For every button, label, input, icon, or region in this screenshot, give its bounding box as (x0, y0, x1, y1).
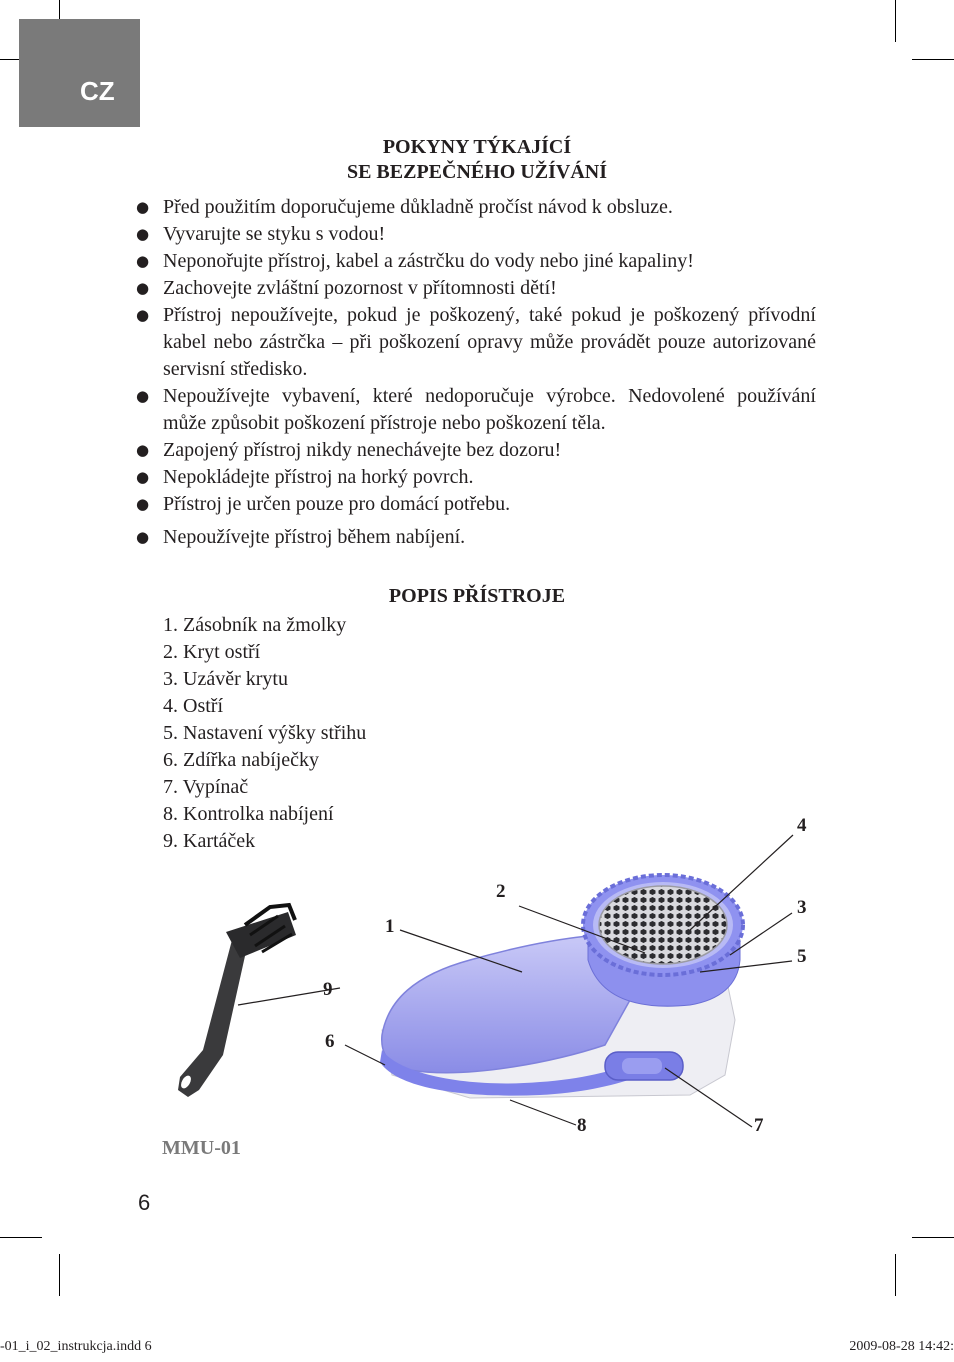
callout-8: 8 (577, 1115, 587, 1136)
footer-timestamp: 2009-08-28 14:42: (849, 1339, 954, 1354)
model-name: MMU-01 (162, 1137, 241, 1159)
part-item: 2. Kryt ostří (163, 641, 261, 663)
callout-4: 4 (797, 815, 807, 836)
callout-9: 9 (323, 979, 333, 1000)
safety-item: ● Vyvarujte se styku s vodou! (136, 221, 816, 248)
safety-item: ● Přístroj nepoužívejte, pokud je poškozený, také pokud je poškozený přívodní kabel nebo zástrčka – při poškození opravy může provádět pouze autorizované servisní středisko. (136, 302, 816, 383)
language-tab-label: CZ (80, 76, 115, 106)
callout-7: 7 (754, 1115, 764, 1136)
safety-item: ● Přístroj je určen pouze pro domácí potřebu. (136, 491, 816, 518)
part-item: 1. Zásobník na žmolky (163, 614, 347, 636)
part-item: 7. Vypínač (163, 776, 249, 798)
safety-item: ● Nepoužívejte přístroj během nabíjení. (136, 524, 816, 551)
part-item: 4. Ostří (163, 695, 223, 717)
footer-file: -01_i_02_instrukcja.indd 6 (0, 1339, 152, 1354)
part-item: 9. Kartáček (163, 830, 256, 852)
safety-title-line2: SE BEZPEČNÉHO UŽÍVÁNÍ (346, 161, 608, 183)
safety-item: ● Zachovejte zvláštní pozornost v přítomnosti dětí! (136, 275, 816, 302)
page-number: 6 (138, 1190, 151, 1215)
callout-2: 2 (496, 881, 506, 902)
callout-6: 6 (325, 1031, 335, 1052)
description-title: POPIS PŘÍSTROJE (388, 585, 566, 607)
safety-item: ● Zapojený přístroj nikdy nenechávejte bez dozoru! (136, 437, 816, 464)
part-item: 3. Uzávěr krytu (163, 668, 288, 690)
safety-item: ● Před použitím doporučujeme důkladně pročíst návod k obsluze. (136, 194, 816, 221)
callout-1: 1 (385, 916, 395, 937)
part-item: 5. Nastavení výšky střihu (163, 722, 367, 744)
safety-item: ● Nepokládejte přístroj na horký povrch. (136, 464, 816, 491)
safety-item: ● Neponořujte přístroj, kabel a zástrčku do vody nebo jiné kapaliny! (136, 248, 816, 275)
brush-icon (178, 905, 296, 1097)
lint-shaver-icon (380, 875, 743, 1098)
callout-5: 5 (797, 946, 807, 967)
safety-item: ● Nepoužívejte vybavení, které nedoporučuje výrobce. Nedovolené používání může způsobit poškození přístroje nebo poškození těla. (136, 383, 816, 437)
safety-title-line1: POKYNY TÝKAJÍCÍ (382, 136, 572, 158)
part-item: 6. Zdířka nabíječky (163, 749, 320, 771)
part-item: 8. Kontrolka nabíjení (163, 803, 334, 825)
callout-3: 3 (797, 897, 807, 918)
